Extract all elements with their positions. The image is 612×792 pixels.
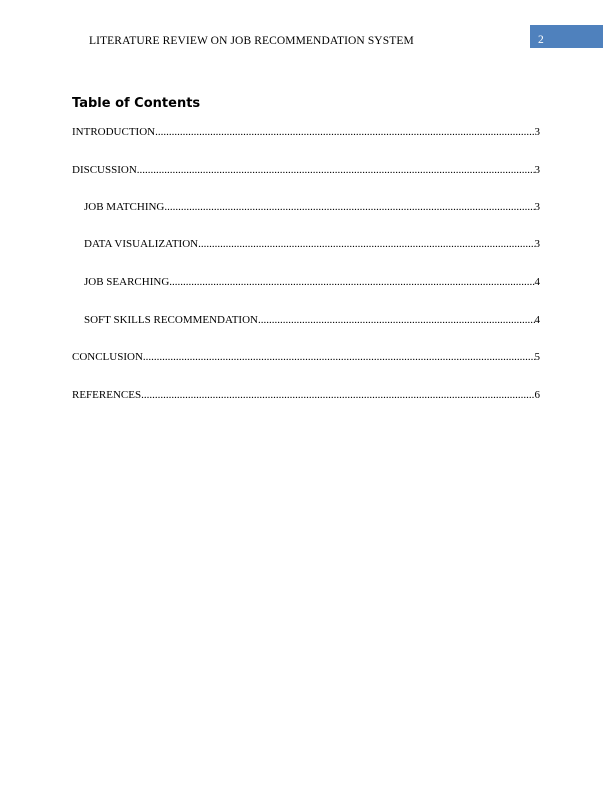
toc-entry-label: DATA VISUALIZATION xyxy=(84,238,199,250)
toc-dot-leader xyxy=(141,388,534,402)
toc-dot-leader xyxy=(143,350,535,364)
toc-entry-references[interactable] xyxy=(72,388,540,402)
toc-entry-label: REFERENCES xyxy=(72,389,142,401)
toc-entry-page: 3 xyxy=(534,164,540,176)
toc-entry-label: INTRODUCTION xyxy=(72,126,156,138)
toc-entry-page: 3 xyxy=(534,126,540,138)
toc-entry-page: 3 xyxy=(534,201,540,213)
toc-entry-soft-skills-recommendation[interactable] xyxy=(84,313,540,327)
toc-entry-label: SOFT SKILLS RECOMMENDATION xyxy=(84,314,258,326)
page-number-box xyxy=(530,25,603,48)
toc-entry-page: 4 xyxy=(534,276,540,288)
toc-entry-discussion[interactable] xyxy=(72,163,540,177)
toc-entry-page: 3 xyxy=(534,238,540,250)
toc-dot-leader xyxy=(198,237,534,251)
toc-entry-label: JOB MATCHING xyxy=(84,201,165,213)
toc-entry-page: 4 xyxy=(534,314,540,326)
toc-entry-conclusion[interactable] xyxy=(72,350,540,364)
toc-dot-leader xyxy=(169,275,534,289)
toc-entry-label: DISCUSSION xyxy=(72,164,137,176)
toc-entry-job-matching[interactable] xyxy=(84,200,540,214)
toc-entry-page: 5 xyxy=(534,351,540,363)
toc-entry-label: CONCLUSION xyxy=(72,351,143,363)
toc-entry-data-visualization[interactable] xyxy=(84,237,540,251)
toc-dot-leader xyxy=(164,200,534,214)
toc-entry-introduction[interactable] xyxy=(72,125,540,139)
toc-dot-leader xyxy=(137,163,535,177)
toc-entry-page: 6 xyxy=(534,389,540,401)
toc-heading: Table of Contents xyxy=(72,96,201,111)
toc-dot-leader xyxy=(258,313,535,327)
toc-entry-label: JOB SEARCHING xyxy=(84,276,170,288)
toc-dot-leader xyxy=(155,125,534,139)
toc-entry-job-searching[interactable] xyxy=(84,275,540,289)
page-number: 2 xyxy=(538,34,544,46)
running-header: LITERATURE REVIEW ON JOB RECOMMENDATION SYSTEM xyxy=(89,35,414,47)
